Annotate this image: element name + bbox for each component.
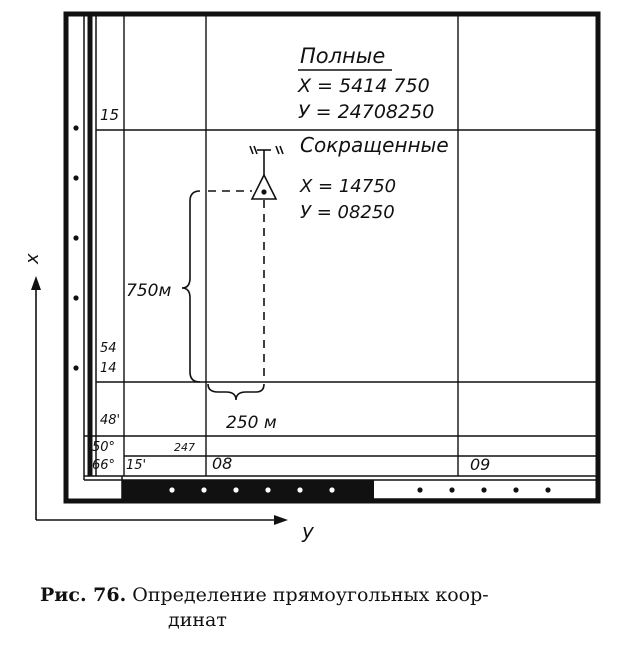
grid-label-15: 15 — [100, 106, 120, 124]
corner-lat: 50° — [92, 440, 116, 455]
trig-point-icon — [250, 146, 283, 199]
corner-lon: 66° — [92, 458, 116, 473]
distance-750: 750м — [126, 281, 172, 301]
short-x: X = 14750 — [300, 176, 397, 197]
frame-black-strip — [122, 480, 374, 499]
axis-label-y: y — [302, 519, 314, 543]
measure-dashes — [208, 191, 264, 380]
label-247: 247 — [174, 441, 195, 454]
caption-text-line2: динат — [168, 609, 227, 631]
corner-min: 15' — [126, 458, 147, 473]
km-label-08: 08 — [212, 454, 233, 473]
full-title: Полные — [300, 44, 386, 68]
grid-label-14: 14 — [100, 361, 117, 376]
short-y: У = 08250 — [300, 202, 395, 223]
km-label-09: 09 — [470, 455, 491, 474]
full-y: У = 24708250 — [298, 101, 435, 123]
full-x: X = 5414 750 — [298, 75, 430, 97]
grid-label-48: 48' — [100, 413, 121, 428]
frame-dots — [73, 125, 78, 370]
caption-figure-number: Рис. 76. — [40, 584, 127, 606]
axis-label-x: x — [22, 253, 43, 264]
distance-250: 250 м — [226, 413, 277, 433]
caption-text-line1: Определение прямоугольных коор- — [132, 584, 489, 606]
grid-label-54: 54 — [100, 341, 117, 356]
brace-750 — [182, 191, 200, 382]
brace-250 — [208, 384, 264, 400]
short-title: Сокращенные — [300, 133, 449, 157]
frame-dots-white-strip — [417, 487, 550, 492]
figure-caption — [40, 583, 600, 633]
